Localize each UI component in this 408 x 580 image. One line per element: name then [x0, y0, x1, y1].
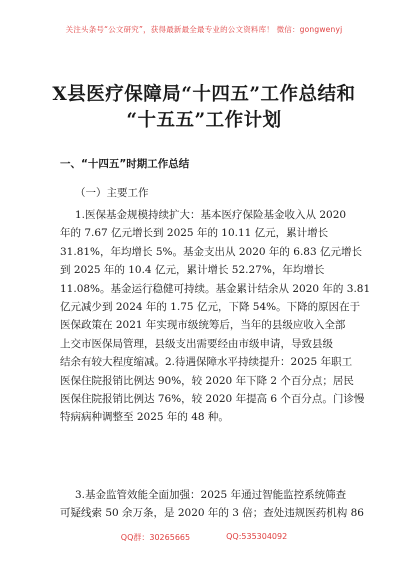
- text-line: 可疑线索 50 余万条，是 2020 年的 3 倍；查处违规医药机构 86: [60, 507, 364, 520]
- header-banner: [0, 0, 408, 58]
- text-line: 特病病种调整至 2025 年的 48 种。: [60, 411, 229, 424]
- text-line: 结余有较大程度缩减。2.待遇保障水平持续提升：2025 年职工: [60, 356, 353, 369]
- text-line: 11.08%。基金运行稳健可持续。基金累计结余从 2020 年的 3.81: [60, 282, 371, 295]
- section-heading: 一、“十四五”时期工作总结: [60, 158, 190, 170]
- text-line: 3.基金监管效能全面加强：2025 年通过智能监控系统筛查: [75, 489, 347, 501]
- text-line: 医保政策在 2021 年实现市级统筹后，当年的县级应收入全部: [60, 319, 346, 332]
- paragraph-1: [60, 206, 371, 427]
- sub-heading: （一）主要工作: [75, 187, 149, 199]
- text-line: 医保住院报销比例达 76%，较 2020 年提高 6 个百分点。门诊慢: [60, 393, 365, 406]
- text-line: 年的 7.67 亿元增长到 2025 年的 10.11 亿元，累计增长: [60, 227, 329, 240]
- header-notice: 关注头条号“公文研究”，获得最新最全最专业的公文资料库！ 微信：gongwenyj: [65, 24, 343, 34]
- footer-contact: [0, 532, 408, 552]
- text-line: 亿元减少到 2024 年的 1.75 亿元，下降 54%。下降的原因在于: [60, 301, 361, 314]
- document-title: [0, 82, 408, 134]
- paragraph-2: [60, 486, 364, 523]
- qq-text: QQ:535304092: [226, 532, 288, 541]
- text-line: 医保住院报销比例达 90%，较 2020 年下降 2 个百分点；居民: [60, 374, 354, 387]
- text-line: 到 2025 年的 10.4 亿元，累计增长 52.27%，年均增长: [60, 264, 325, 277]
- text-line: 31.81%，年均增长 5%。基金支出从 2020 年的 6.83 亿元增长: [60, 245, 362, 258]
- qq-group-text: QQ群：30265665: [120, 533, 191, 542]
- text-line: 上交市医保局管理，县级支出需要经由市级申请，导致县级: [60, 337, 333, 350]
- title-line: X县医疗保障局“十四五”工作总结和: [52, 84, 356, 105]
- text-line: 1.医保基金规模持续扩大：基本医疗保险基金收入从 2020: [75, 209, 347, 221]
- title-line: “十五五”工作计划: [126, 110, 282, 131]
